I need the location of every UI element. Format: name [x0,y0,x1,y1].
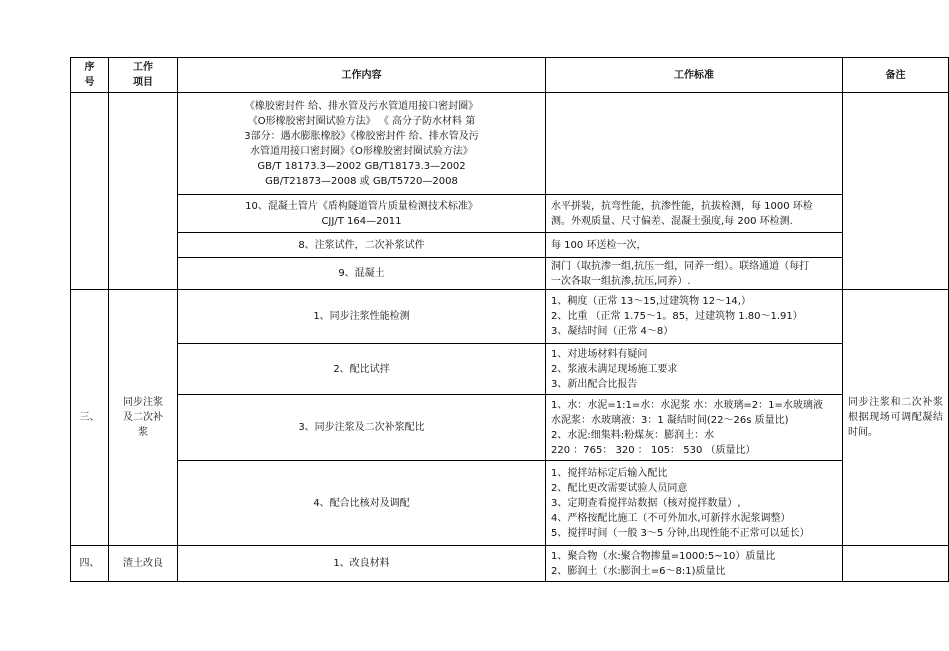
content-cell: 10、混凝土管片《盾构隧道管片质量检测技术标准》 CJJ/T 164—2011 [178,195,546,233]
table-row [71,461,949,546]
header-content: 工作内容 [178,58,546,93]
content-cell: 4、配合比核对及调配 [178,461,546,546]
header-no: 序 号 [71,58,109,93]
table-row [71,195,949,233]
table-row [71,93,949,195]
remark-empty-cell [843,546,949,582]
table-row [71,344,949,395]
table-row [71,546,949,582]
standard-cell: 1、对进场材料有疑问 2、浆液未满足现场施工要求 3、新出配合比报告 [546,344,843,395]
content-cell: 8、注浆试件，二次补浆试件 [178,233,546,258]
standard-cell: 水平拼装，抗弯性能，抗渗性能，抗拔检测，每 1000 环检 测。外观质量、尺寸偏差、混凝土强度,每 200 环检测. [546,195,843,233]
table-row [71,233,949,258]
standard-empty-cell [546,93,843,195]
remark-cell: 同步注浆和二次补浆根据现场可调配凝结时间。 [843,290,949,546]
standards-citation-cell: 《橡胶密封件 给、排水管及污水管道用接口密封圈》 《O形橡胶密封圈试验方法》 《 高分子防水材料 第 3部分：遇水膨胀橡胶》《橡胶密封件 给、排水管及污 水管道用接口密封圈》《O形橡胶密封圈试验方法》 GB/T 18173.3—2002 GB/T18173.3—2002 GB/T21873—2008 或 GB/T5720—2008 [178,93,546,195]
header-project: 工作 项目 [109,58,178,93]
standard-cell: 洞门（取抗渗一组,抗压一组，同养一组）。联络通道（每打 一次各取一组抗渗,抗压,同养）. [546,258,843,290]
header-remark: 备注 [843,58,949,93]
section-no-three: 三、 [71,290,109,546]
section-cont-project-cell [109,93,178,290]
work-standards-table [70,57,949,582]
content-cell: 1、改良材料 [178,546,546,582]
content-cell: 2、配比试拌 [178,344,546,395]
header-standard: 工作标准 [546,58,843,93]
section-project-grouting: 同步注浆 及二次补 浆 [109,290,178,546]
standard-cell: 1、搅拌站标定后输入配比 2、配比更改需要试验人员同意 3、定期查看搅拌站数据（核对搅拌数量）, 4、严格按配比施工（不可外加水,可新拌水泥浆调整） 5、搅拌时间（一般 3～5 分钟,出现性能不正常可以延长） [546,461,843,546]
table-row [71,395,949,461]
table-row [71,258,949,290]
content-cell: 3、同步注浆及二次补浆配比 [178,395,546,461]
table-row [71,290,949,344]
content-cell: 1、同步注浆性能检测 [178,290,546,344]
section-cont-no-cell [71,93,109,290]
content-cell: 9、混凝土 [178,258,546,290]
header-row [71,58,949,93]
standard-cell: 1、水：水泥=1:1=水：水泥浆 水：水玻璃=2：1=水玻璃液 水泥浆：水玻璃液：3：1 凝结时间(22～26s 质量比) 2、水泥:细集料:粉煤灰：膨润土：水 220 ：765： 320 ： 105： 530 （质量比） [546,395,843,461]
remark-empty-cell [843,93,949,290]
section-project-soil: 渣土改良 [109,546,178,582]
standard-cell: 每 100 环送检一次， [546,233,843,258]
standard-cell: 1、聚合物（水:聚合物掺量=1000:5~10）质量比 2、膨润土（水:膨润土=6～8:1)质量比 [546,546,843,582]
section-no-four: 四、 [71,546,109,582]
standard-cell: 1、稠度（正常 13～15,过建筑物 12～14,） 2、比重 （正常 1.75～1。85，过建筑物 1.80～1.91） 3、凝结时间（正常 4～8） [546,290,843,344]
